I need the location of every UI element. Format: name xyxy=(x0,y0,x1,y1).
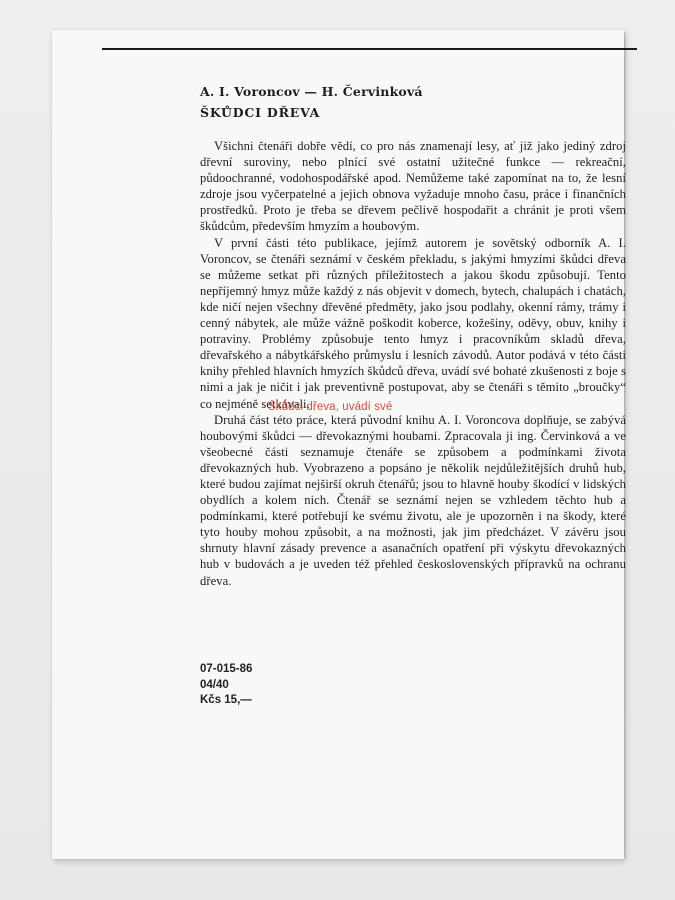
paragraph-3: Druhá část této práce, která původní knihu A. I. Voroncova doplňuje, se zabývá houbovými škůdci — dřevokaznými houbami. Zpracovala ji ing. Červinková a ve všeobecné části seznamuje čtenáře se způsobem a podmínkami života dřevokazných hub. Vyobrazeno a popsáno je několik nejdůležitějších druhů hub, které budou zajímat nejširší okruh čtenářů; jsou to hlavně houby škodící v lidských obydlích a kolem nich. Čtenář se seznámí nejen se vzhledem těchto hub a podmínkami, které potřebují ke svému životu, ale je upozorněn i na škody, které tyto houby mohou způsobit, a na možnosti, jak jim předcházet. V závěru jsou shrnuty hlavní zásady prevence a asanačních opatření při výskytu dřevokazných hub v budovách a je uveden též přehled československých přípravků na ochranu dřeva. xyxy=(200,412,626,588)
blurb-text xyxy=(200,138,626,589)
catalog-code: 07-015-86 xyxy=(200,663,253,675)
author-line: A. I. Voroncov — H. Červinková xyxy=(200,84,423,99)
paragraph-1: Všichni čtenáři dobře vědí, co pro nás znamenají lesy, ať již jako jediný zdroj dřevní suroviny, nebo plnící své ostatní užitečné funkce — rekreační, půdoochranné, vodohospodářské apod. Nemůžeme také zapomínat na to, že lesní zdroje jsou vyčerpatelné a jejich obnova vyžaduje mnoho času, práce i finančních prostředků. Proto je třeba se dřevem pečlivě hospodařit a chránit je proti všem škůdcům, především hmyzím a houbovým. xyxy=(200,139,626,234)
edition-number: 04/40 xyxy=(200,678,229,691)
publication-info xyxy=(200,662,252,709)
top-rule xyxy=(102,48,637,50)
red-stamp-overlay: Škůdci dřeva, uvádí své xyxy=(268,401,393,413)
book-back-cover xyxy=(52,30,624,859)
price: Kčs 15,— xyxy=(200,694,252,706)
paragraph-2: V první části této publikace, jejímž autorem je sovětský odborník A. I. Voroncov, se čtenáři seznámí v českém překladu, s jakými hmyzími škůdci dřeva se můžeme setkat při různých příležitostech a jakou škodu způsobují. Tento nepříjemný hmyz může každý z nás objevit v domech, bytech, chalupách i chatách, kde ničí nejen všechny dřevěné předměty, jako jsou podlahy, okenní rámy, trámy i cenný nábytek, ale může vážně poškodit koberce, kožešiny, oděvy, obuv, knihy i potraviny. Problémy způsobuje tento hmyz i pracovníkům skladů dřeva, dřevařského a nábytkářského průmyslu i lesních závodů. Autor podává v této části knihy přehled hlavních hmyzích škůdců dřeva, uvádí své bohaté zkušenosti z boje s nimi a jak je ničit i jak preventivně postupovat, aby se čtenáři s těmito „broučky“ co nejméně setkávali. xyxy=(200,235,626,411)
book-title: ŠKŮDCI DŘEVA xyxy=(200,105,321,120)
